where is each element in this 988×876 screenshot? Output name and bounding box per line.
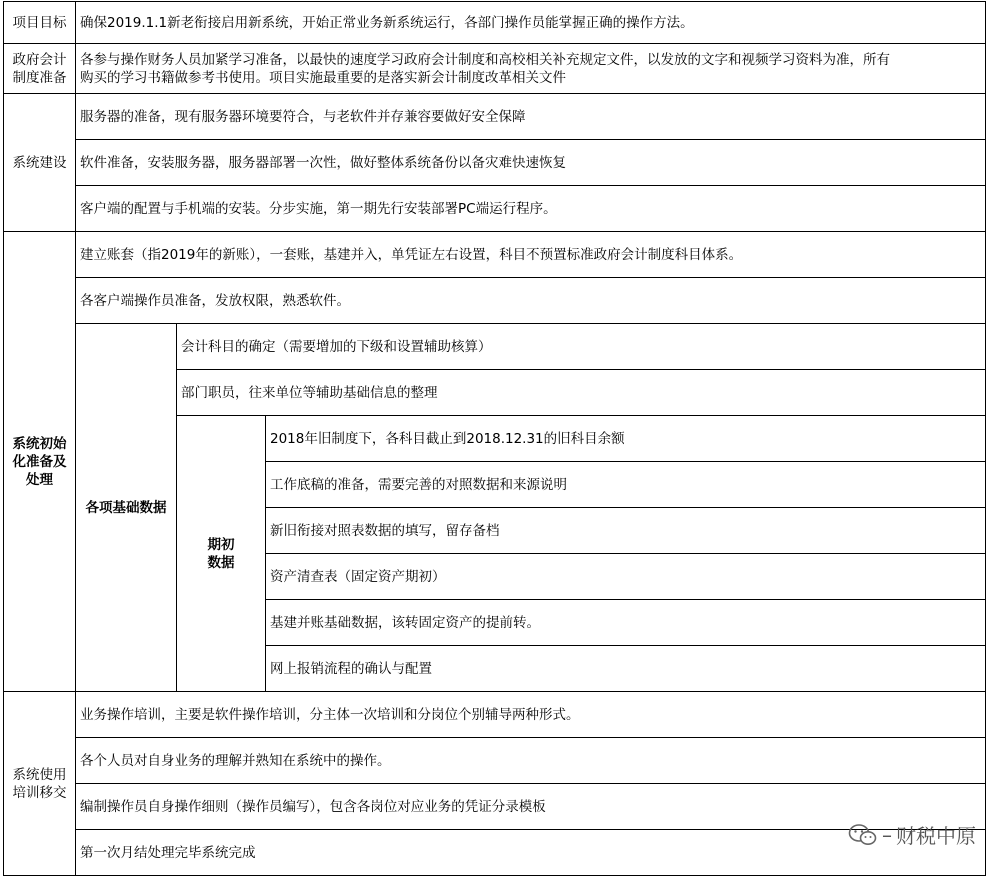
row-policy-prep [4,44,986,94]
init-label [4,232,76,692]
policy-label [4,44,76,94]
row-init-1 [4,232,986,278]
policy-text-line2: 购买的学习书籍做参考书使用。项目实施最重要的是落实新会计制度改革相关文件 [80,69,566,86]
goal-text: 确保2019.1.1新老衔接启用新系统，开始正常业务新系统运行，各部门操作员能掌握正确的操作方法。 [76,2,986,44]
opening-item: 新旧衔接对照表数据的填写，留存备档 [266,508,986,554]
training-label-line1: 系统使用 [12,766,67,783]
goal-label: 项目目标 [4,2,76,44]
project-plan-table [3,1,986,876]
opening-item: 工作底稿的准备，需要完善的对照数据和来源说明 [266,462,986,508]
system-build-label: 系统建设 [4,94,76,232]
system-build-item: 客户端的配置与手机端的安装。分步实施，第一期先行安装部署PC端运行程序。 [76,186,986,232]
row-training-3 [4,784,986,830]
init-item: 建立账套（指2019年的新账），一套账，基建并入，单凭证左右设置，科目不预置标准政府会计制度科目体系。 [76,232,986,278]
basic-data-label: 各项基础数据 [76,324,177,692]
row-basic-data-1 [4,324,986,370]
policy-label-line2: 制度准备 [12,69,67,86]
row-training-1 [4,692,986,738]
policy-label-line1: 政府会计 [12,51,67,68]
watermark-text: 财税中原 [896,824,976,848]
row-system-build-1 [4,94,986,140]
training-label-line2: 培训移交 [12,784,67,801]
row-training-4 [4,830,986,876]
system-build-item: 服务器的准备，现有服务器环境要符合，与老软件并存兼容要做好安全保障 [76,94,986,140]
policy-text-line1: 各参与操作财务人员加紧学习准备，以最快的速度学习政府会计制度和高校相关补充规定文件，以发放的文字和视频学习资料为准，所有 [80,51,890,68]
training-item: 业务操作培训，主要是软件操作培训，分主体一次培训和分岗位个别辅导两种形式。 [76,692,986,738]
row-init-2 [4,278,986,324]
policy-text [76,44,986,94]
init-item: 各客户端操作员准备，发放权限，熟悉软件。 [76,278,986,324]
opening-label-line2: 数据 [207,554,235,571]
opening-item: 网上报销流程的确认与配置 [266,646,986,692]
init-label-line1: 系统初始 [12,435,67,452]
basic-data-item: 会计科目的确定（需要增加的下级和设置辅助核算） [177,324,986,370]
opening-item: 资产清查表（固定资产期初） [266,554,986,600]
row-project-goal [4,2,986,44]
watermark-dash: – [882,822,892,847]
row-system-build-3 [4,186,986,232]
system-build-item: 软件准备，安装服务器，服务器部署一次性，做好整体系统备份以备灾难快速恢复 [76,140,986,186]
wechat-icon [848,823,878,847]
training-item: 各个人员对自身业务的理解并熟知在系统中的操作。 [76,738,986,784]
row-system-build-2 [4,140,986,186]
opening-item: 基建并账基础数据，该转固定资产的提前转。 [266,600,986,646]
training-item: 第一次月结处理完毕系统完成 [76,830,986,876]
opening-data-label [177,416,266,692]
opening-item: 2018年旧制度下，各科目截止到2018.12.31的旧科目余额 [266,416,986,462]
watermark [848,820,976,849]
init-label-line3: 处理 [26,471,53,488]
init-label-line2: 化准备及 [12,453,67,470]
basic-data-item: 部门职员，往来单位等辅助基础信息的整理 [177,370,986,416]
opening-label-line1: 期初 [207,536,235,553]
training-item: 编制操作员自身操作细则（操作员编写），包含各岗位对应业务的凭证分录模板 [76,784,986,830]
row-training-2 [4,738,986,784]
training-label [4,692,76,876]
